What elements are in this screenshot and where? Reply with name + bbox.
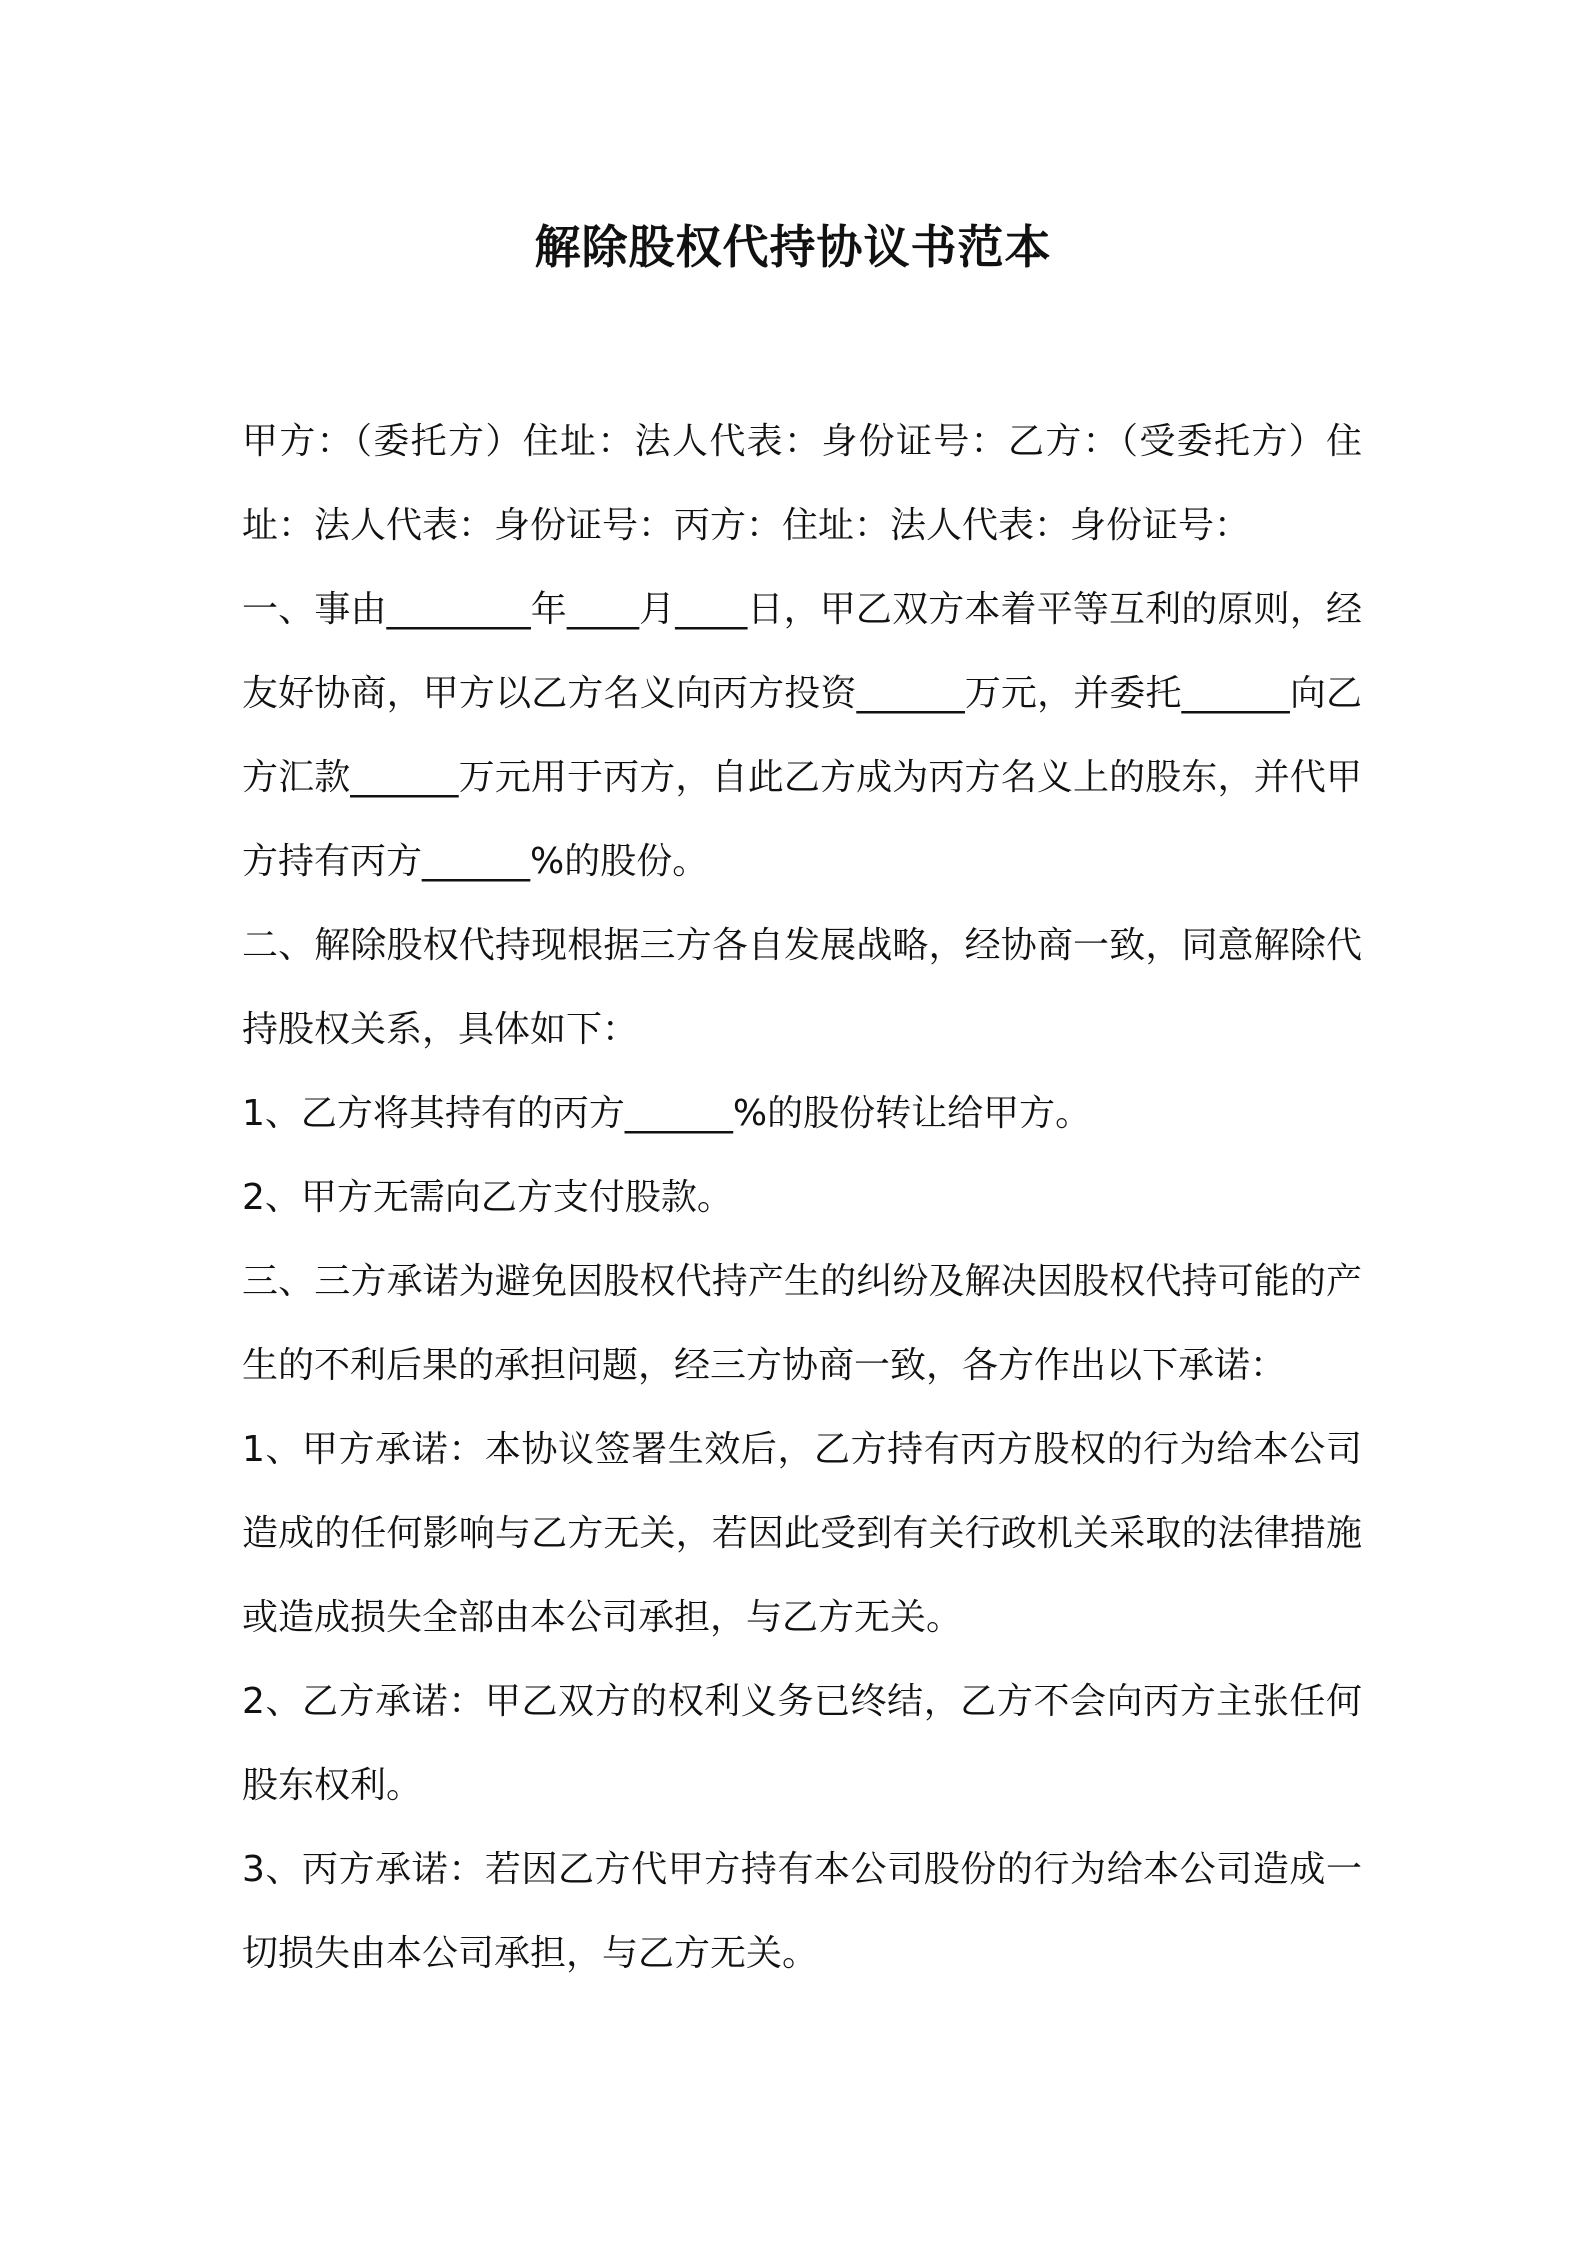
clause-3-item-1: 1、甲方承诺：本协议签署生效后，乙方持有丙方股权的行为给本公司造成的任何影响与乙方无关，若因此受到有关行政机关采取的法律措施或造成损失全部由本公司承担，与乙方无关。 (242, 1429, 1362, 1638)
clause-2-item-2: 2、甲方无需向乙方支付股款。 (242, 1177, 733, 1218)
clause-1-background: 一、事由________年____月____日，甲乙双方本着平等互利的原则，经友好协商，甲方以乙方名义向丙方投资______万元，并委托______向乙方汇款______万元用于丙方，自此乙方成为丙方名义上的股东，并代甲方持有丙方______%的股份。 (242, 589, 1362, 882)
clause-3-commitments: 三、三方承诺为避免因股权代持产生的纠纷及解决因股权代持可能的产生的不利后果的承担问题，经三方协商一致，各方作出以下承诺： (242, 1261, 1362, 1386)
document-title: 解除股权代持协议书范本 (534, 220, 1052, 274)
document-body (242, 400, 1362, 1996)
clause-3-item-2: 2、乙方承诺：甲乙双方的权利义务已终结，乙方不会向丙方主张任何股东权利。 (242, 1681, 1362, 1806)
clause-3-item-3: 3、丙方承诺：若因乙方代甲方持有本公司股份的行为给本公司造成一切损失由本公司承担，与乙方无关。 (242, 1849, 1362, 1974)
clause-2-termination: 二、解除股权代持现根据三方各自发展战略，经协商一致，同意解除代持股权关系，具体如下： (242, 925, 1362, 1050)
clause-2-item-1: 1、乙方将其持有的丙方______%的股份转让给甲方。 (242, 1093, 1092, 1134)
parties-paragraph: 甲方：（委托方）住址：法人代表：身份证号：乙方：（受委托方）住址：法人代表：身份证号：丙方：住址：法人代表：身份证号： (242, 421, 1362, 546)
